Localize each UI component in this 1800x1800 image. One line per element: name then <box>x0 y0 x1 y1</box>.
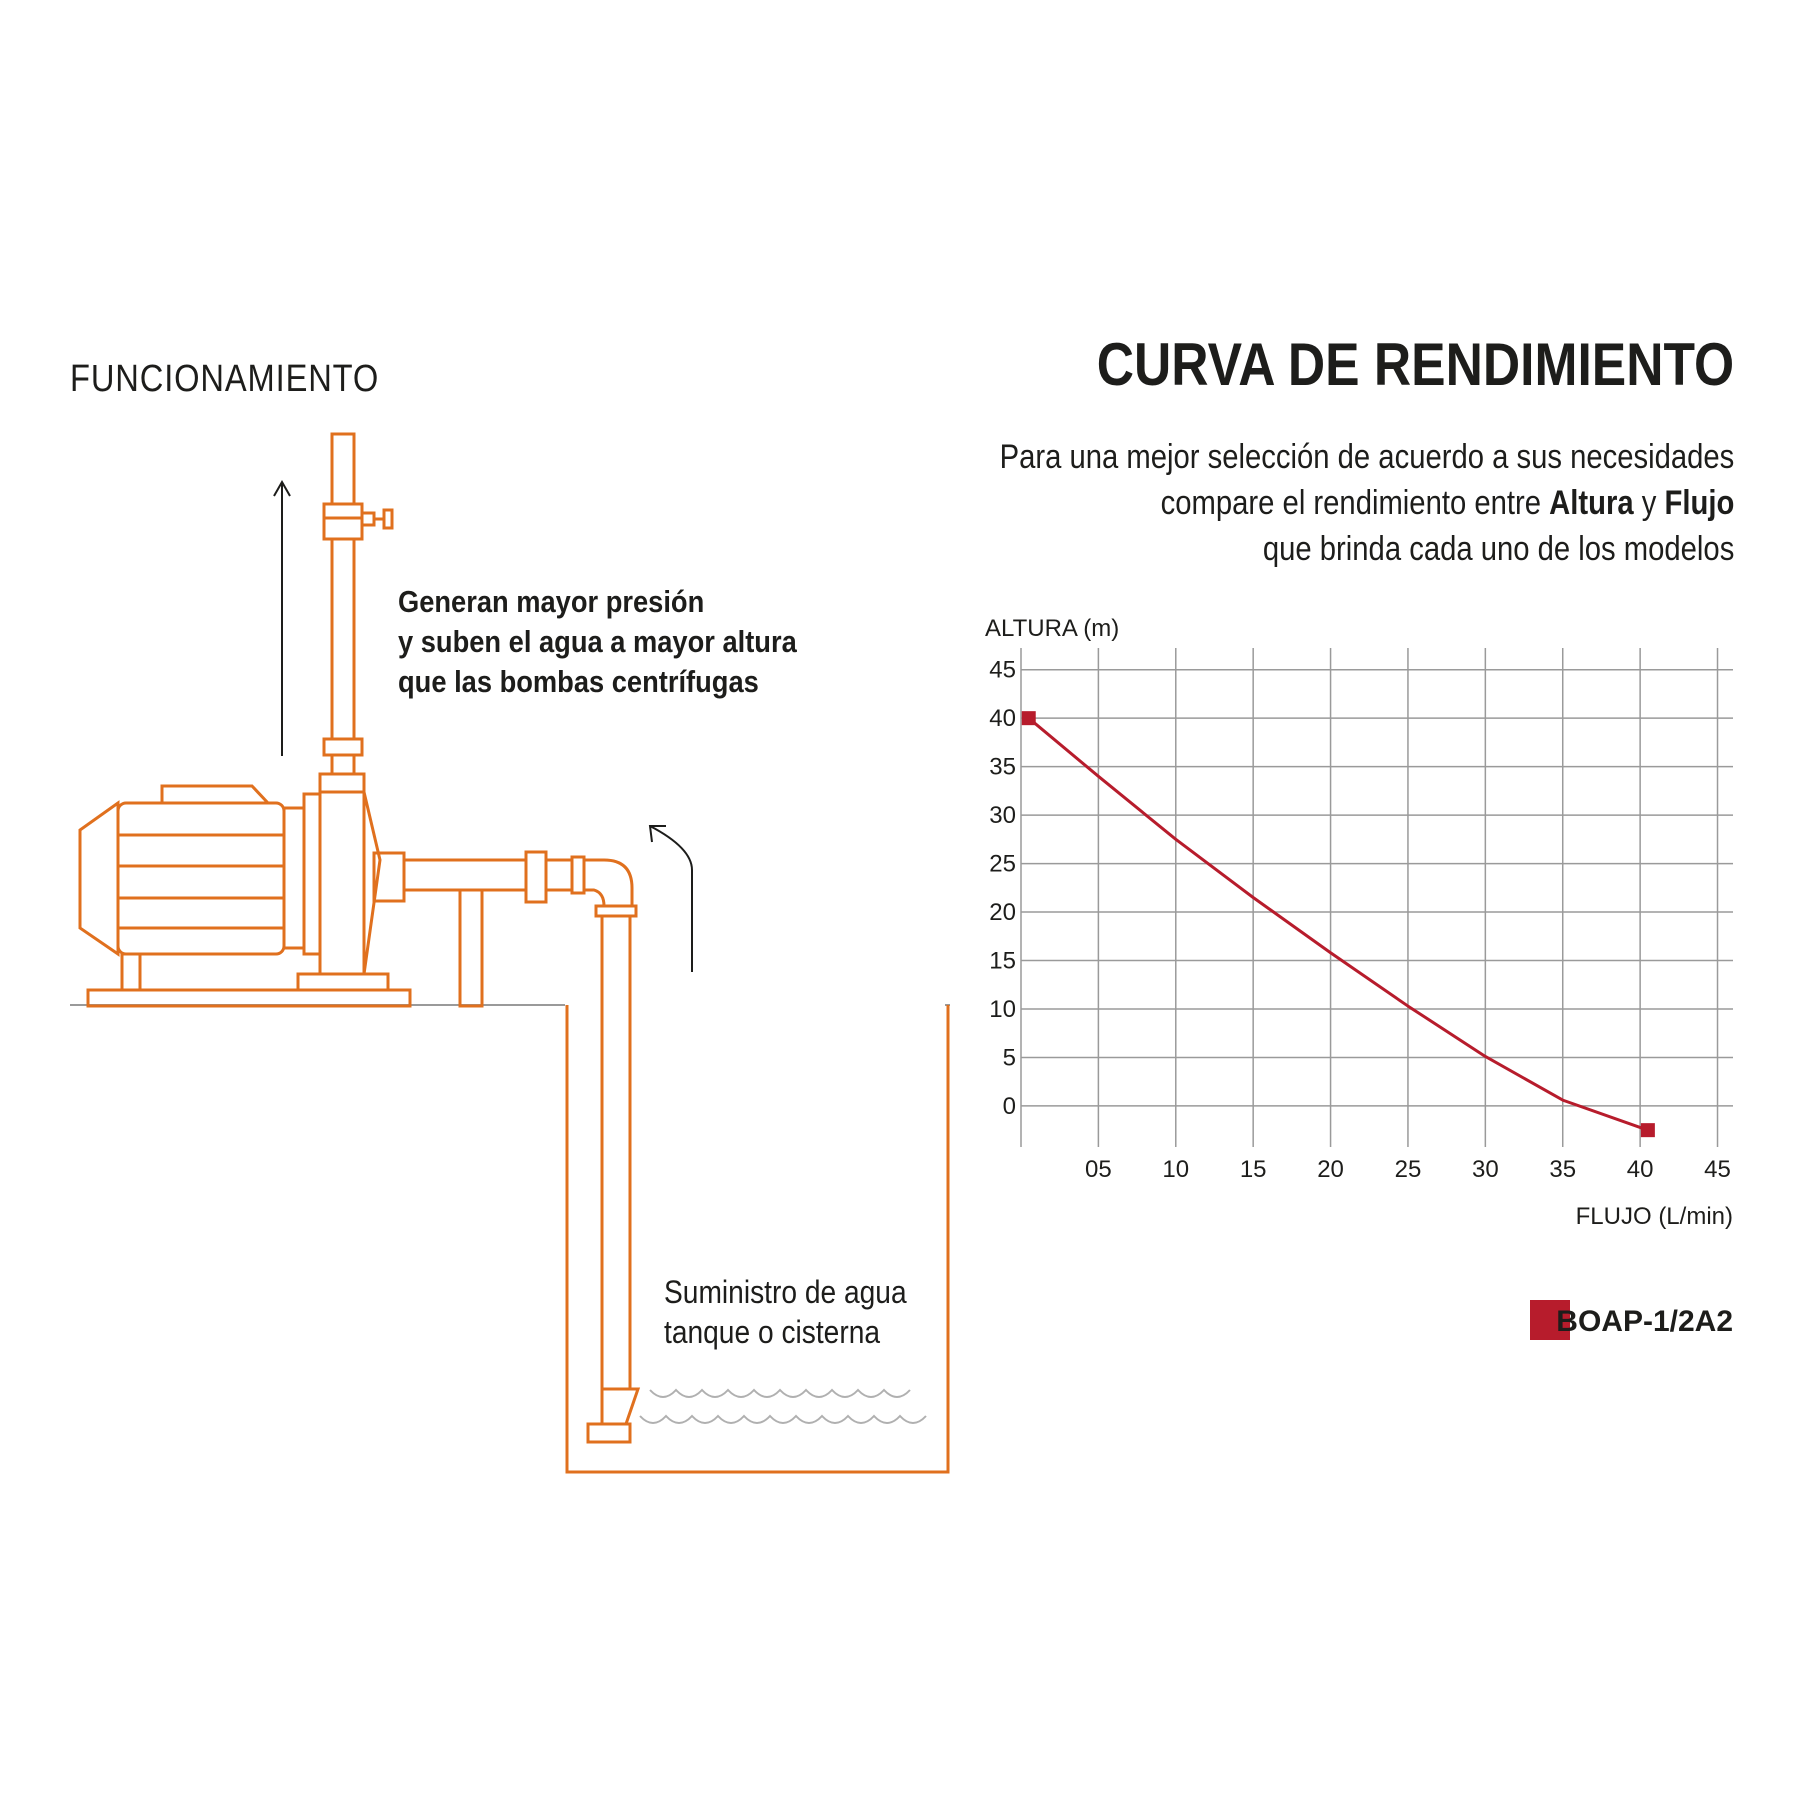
y-tick-label: 20 <box>989 899 1016 927</box>
description-line-3: que las bombas centrífugas <box>398 664 759 699</box>
y-tick-label: 5 <box>1002 1044 1016 1072</box>
x-tick-label: 10 <box>1162 1156 1190 1183</box>
subtitle-text: compare el rendimiento entre <box>1160 484 1549 522</box>
series-endpoint-marker <box>1641 1123 1655 1137</box>
x-tick-label: 35 <box>1549 1156 1577 1183</box>
y-tick-label: 0 <box>1002 1092 1016 1120</box>
y-tick-label: 15 <box>989 947 1016 975</box>
y-tick-label: 25 <box>989 850 1016 878</box>
chart-legend <box>1530 1300 1733 1340</box>
description-line-1: Generan mayor presión <box>398 584 705 619</box>
x-tick-label: 05 <box>1085 1156 1112 1183</box>
y-tick-label: 30 <box>989 802 1016 830</box>
subtitle-altura: Altura <box>1548 484 1634 522</box>
supply-line-2: tanque o cisterna <box>664 1314 881 1350</box>
y-tick-label: 10 <box>989 995 1016 1023</box>
chart-grid <box>1021 648 1733 1147</box>
subtitle-conjunction: y <box>1633 484 1665 522</box>
y-axis-label: ALTURA (m) <box>985 615 1120 642</box>
x-axis-label: FLUJO (L/min) <box>1575 1203 1733 1230</box>
y-tick-label: 40 <box>989 705 1016 733</box>
subtitle-flujo: Flujo <box>1664 484 1734 522</box>
series-endpoint-marker <box>1022 711 1036 725</box>
series-line <box>1029 718 1648 1130</box>
funcionamiento-title: FUNCIONAMIENTO <box>70 358 380 400</box>
subtitle-line-1: Para una mejor selección de acuerdo a sus necesidades <box>999 438 1734 476</box>
x-tick-label: 15 <box>1239 1156 1267 1183</box>
x-tick-label: 30 <box>1471 1156 1499 1183</box>
description-line-2: y suben el agua a mayor altura <box>398 624 797 659</box>
x-tick-label: 25 <box>1394 1156 1422 1183</box>
chart-ticks <box>989 657 1731 1183</box>
y-tick-label: 45 <box>989 656 1016 684</box>
x-tick-label: 20 <box>1317 1156 1344 1183</box>
subtitle-line-3: que brinda cada uno de los modelos <box>1262 530 1734 568</box>
x-tick-label: 40 <box>1626 1156 1654 1183</box>
y-tick-label: 35 <box>989 753 1016 781</box>
x-tick-label: 45 <box>1704 1156 1731 1183</box>
chart-series <box>1022 711 1655 1137</box>
supply-line-1: Suministro de agua <box>664 1274 907 1310</box>
curve-title: CURVA DE RENDIMIENTO <box>1096 331 1734 398</box>
legend-label: BOAP-1/2A2 <box>1556 1305 1733 1338</box>
